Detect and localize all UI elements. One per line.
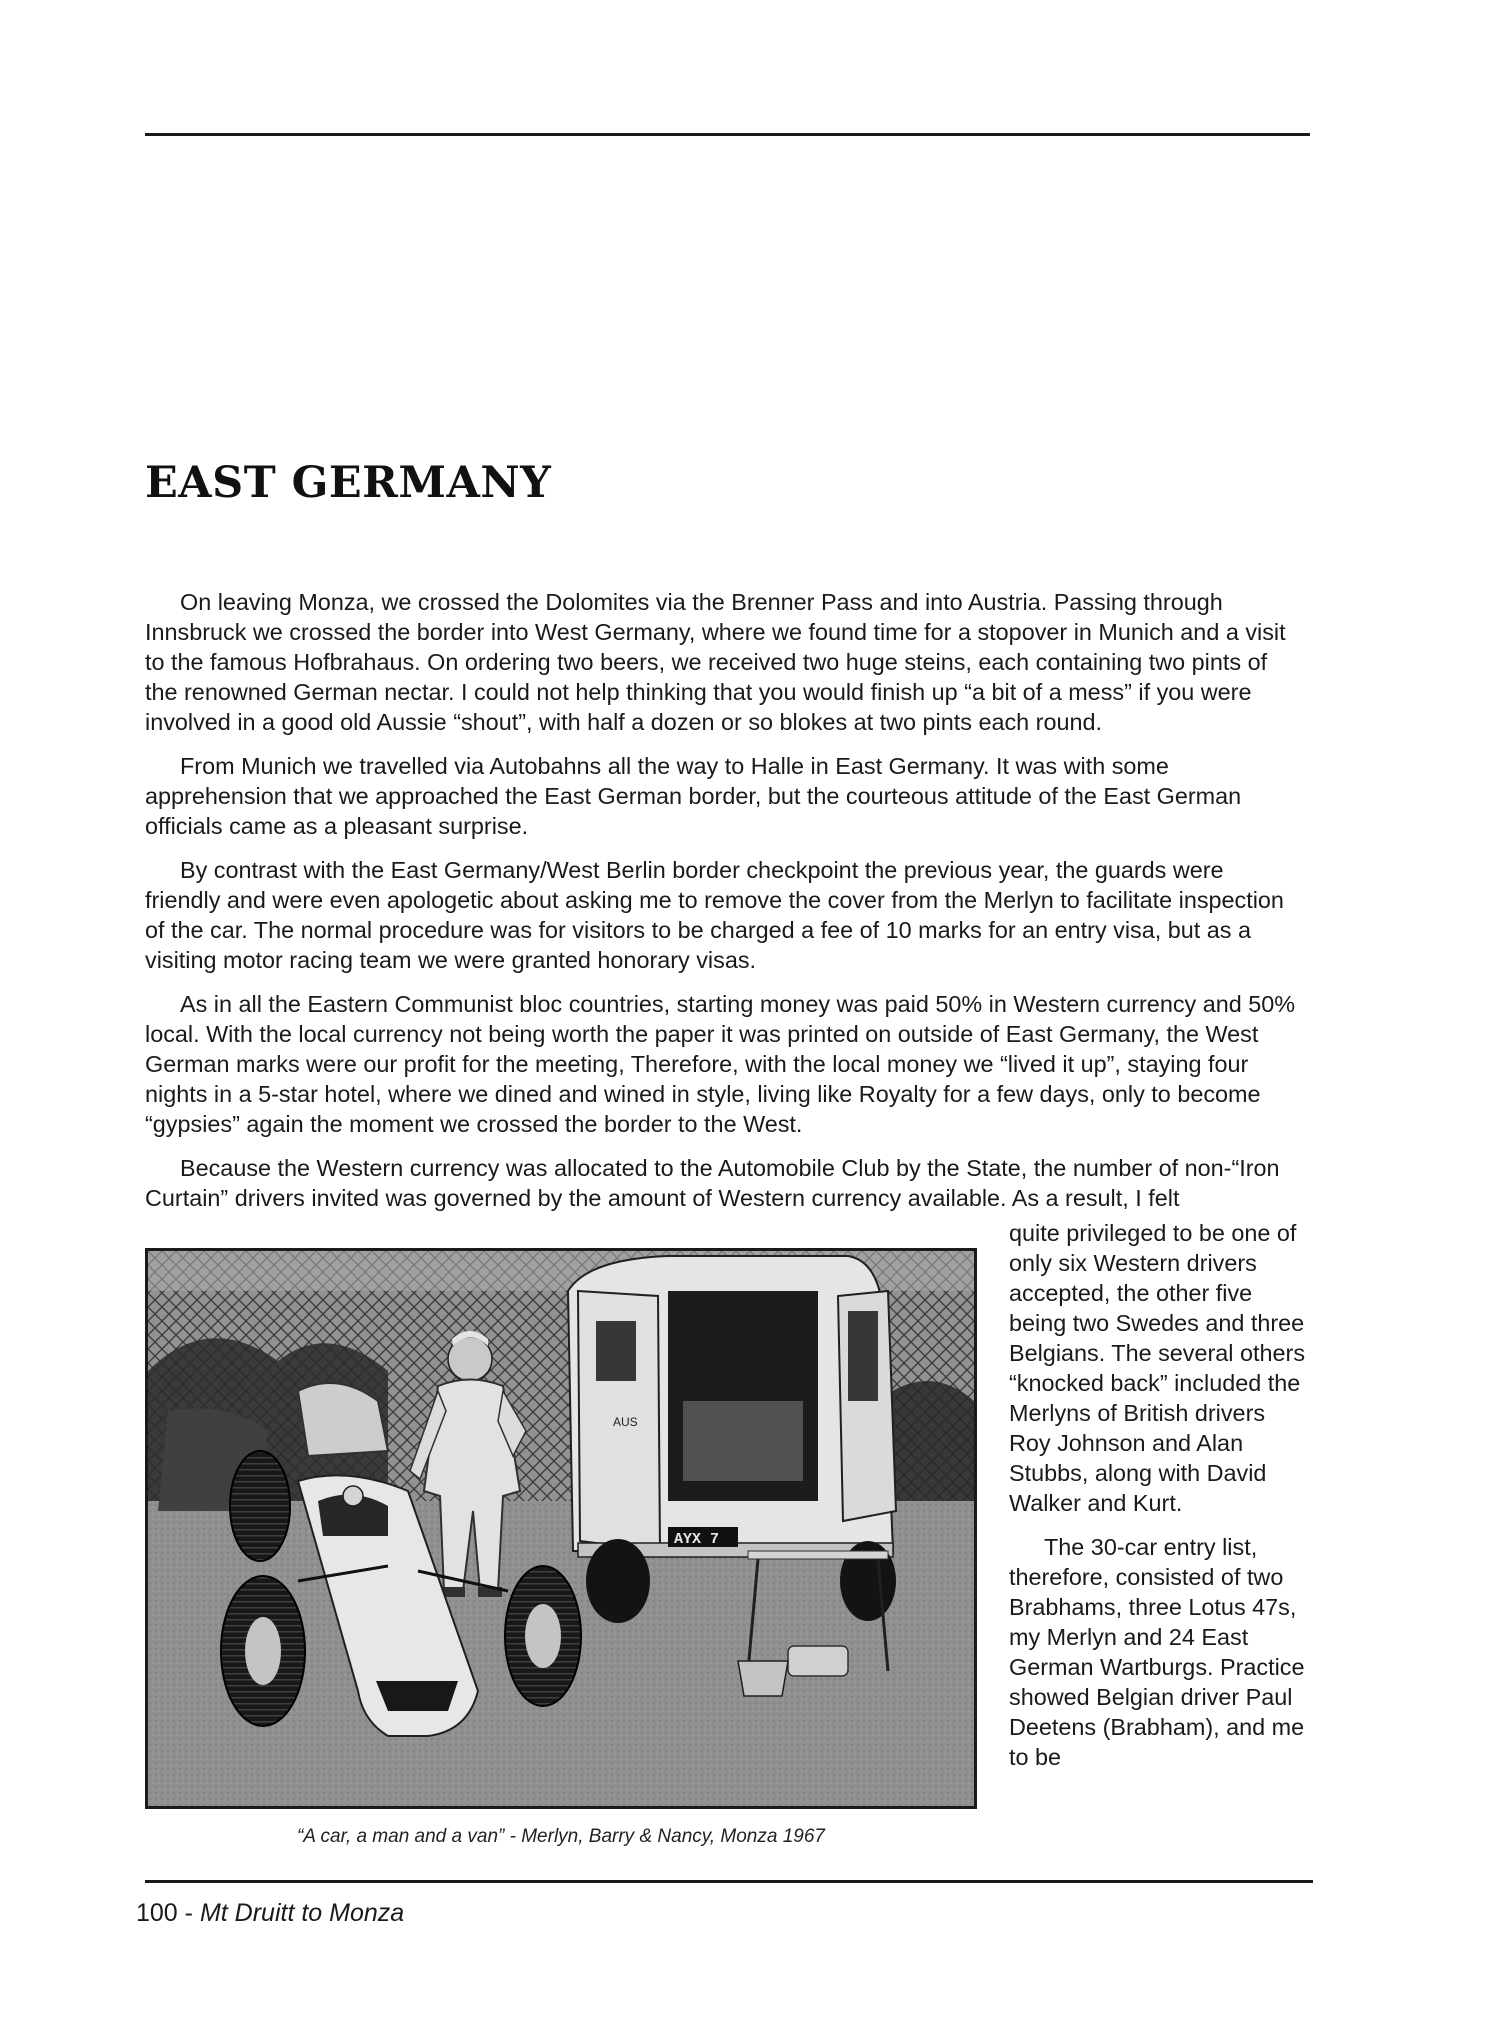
page-number: 100 -	[136, 1899, 200, 1927]
body-text-full-width	[145, 587, 1305, 1213]
side-paragraph: The 30-car entry list, therefore, consisted of two Brabhams, three Lotus 47s, my Merlyn and 24 East German Wartburgs. Practice showed Belgian driver Paul Deetens (Brabham), and me to be	[1009, 1534, 1305, 1770]
body-paragraph: As in all the Eastern Communist bloc countries, starting money was paid 50% in Western currency and 50% local. With the local currency not being worth the paper it was printed on outside of East Germany, the West German marks were our profit for the meeting, Therefore, with the local money we “lived it up”, staying four nights in a 5-star hotel, where we dined and wined in style, living like Royalty for a few days, only to become “gypsies” again the moment we crossed the border to the West.	[145, 991, 1296, 1137]
header-rule	[145, 133, 1310, 136]
side-paragraph: quite privileged to be one of only six Western drivers accepted, the other five being two Swedes and three Belgians. The several others “knocked back” included the Merlyns of British drivers Roy Johnson and Alan Stubbs, along with David Walker and Kurt.	[1009, 1220, 1306, 1516]
footer-rule	[145, 1880, 1313, 1883]
body-paragraph: Because the Western currency was allocated to the Automobile Club by the State, the number of non-“Iron Curtain” drivers invited was governed by the amount of Western currency available. As a result, I felt	[145, 1155, 1280, 1211]
chapter-title: EAST GERMANY	[145, 458, 552, 508]
license-plate: AYX 7	[674, 1531, 720, 1548]
van-badge: AUS	[613, 1415, 638, 1429]
body-paragraph: On leaving Monza, we crossed the Dolomites via the Brenner Pass and into Austria. Passing through Innsbruck we crossed the border into West Germany, where we found time for a stopover in Munich and a visit to the famous Hofbrahaus. On ordering two beers, we received two huge steins, each containing two pints of the renowned German nectar. I could not help thinking that you would finish up “a bit of a mess” if you were involved in a good old Aussie “shout”, with half a dozen or so blokes at two pints each round.	[145, 589, 1286, 735]
photo-merlyn-and-van	[145, 1248, 977, 1809]
book-title: Mt Druitt to Monza	[199, 1899, 405, 1927]
body-paragraph: By contrast with the East Germany/West Berlin border checkpoint the previous year, the guards were friendly and were even apologetic about asking me to remove the cover from the Merlyn to facilitate inspection of the car. The normal procedure was for visitors to be charged a fee of 10 marks for an entry visa, but as a visiting motor racing team we were granted honorary visas.	[145, 857, 1284, 973]
page-footer	[136, 1899, 404, 1928]
body-paragraph: From Munich we travelled via Autobahns all the way to Halle in East Germany. It was with some apprehension that we approached the East German border, but the courteous attitude of the East German officials came as a pleasant surprise.	[145, 753, 1242, 839]
photo-caption: “A car, a man and a van” - Merlyn, Barry & Nancy, Monza 1967	[296, 1826, 825, 1847]
body-text-side-column	[1009, 1218, 1309, 1786]
